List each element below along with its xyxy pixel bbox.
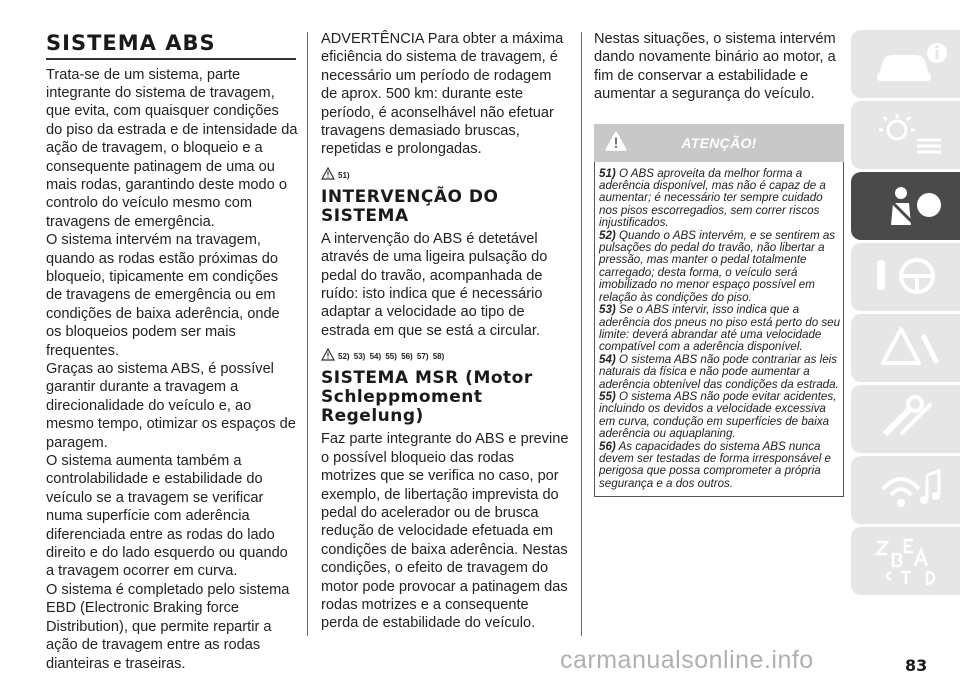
note-number: 54)	[599, 352, 616, 366]
body-paragraph: Trata-se de um sistema, parte integrante do sistema de travagem, que evita, com quaisquer condições do piso da estrada e de intensidade da ação de travagem, o bloqueio e a consequente patinagem de uma ou mais rodas, garantindo deste modo o controlo do veículo mesmo com travagens de emergência.	[46, 66, 298, 230]
key-steering-wheel-icon	[871, 252, 951, 302]
tab-car-info[interactable]	[851, 30, 960, 98]
alphabetical-index-icon	[871, 536, 951, 586]
attention-header	[594, 124, 844, 162]
attention-note	[599, 354, 841, 391]
watermark: carmanualsonline.info	[560, 646, 814, 674]
column-3	[594, 30, 844, 497]
section-title: SISTEMA ABS	[46, 31, 216, 55]
note-number: 51)	[599, 166, 616, 180]
note-number: 53)	[599, 303, 616, 317]
note-text: O ABS aproveita da melhor forma a aderência disponível, mas não é capaz de a aumentar; é necessário ter sempre cuidado nos pisos escorregadios, sem correr riscos injustificados.	[599, 166, 826, 230]
note-text: O sistema ABS não pode contrariar as leis naturais da física e não pode aumentar a aderência obtenível das condições da estrada.	[599, 352, 839, 391]
attention-title: ATENÇÃO!	[681, 134, 757, 151]
car-info-icon	[871, 39, 951, 89]
body-paragraph: A intervenção do ABS é detetável através de uma ligeira pulsação do pedal do travão, acompanhada de ruído: isto indica que é necessário adaptar a velocidade ao tipo de estrada em que se está a circular.	[321, 230, 548, 339]
warning-reference[interactable]	[321, 348, 569, 361]
tab-emergency[interactable]	[851, 314, 960, 382]
column-1	[46, 30, 298, 673]
attention-note	[599, 304, 841, 354]
note-text: Se o ABS intervir, isso indica que a aderência dos pneus no piso está perto do seu limite: deverá abrandar até uma velocidade compatível com a aderência disponível.	[599, 303, 841, 354]
body-paragraph: Graças ao sistema ABS, é possível garantir durante a travagem a direcionalidade do veículo e, ao mesmo tempo, otimizar os espaços de paragem.	[46, 361, 296, 451]
column-divider	[581, 32, 582, 636]
tab-dashboard-lights[interactable]	[851, 101, 960, 169]
attention-note	[599, 230, 841, 304]
body-paragraph: Nestas situações, o sistema intervém dando novamente binário ao motor, a fim de conservar a estabilidade e aumentar a segurança do veículo.	[594, 31, 836, 103]
warning-reference[interactable]	[321, 167, 569, 180]
column-divider	[307, 32, 308, 636]
body-paragraph: O sistema é completado pelo sistema EBD (Electronic Braking force Distribution), que permite repartir a ação de travagem entre as rodas dianteiras e traseiras.	[46, 581, 290, 672]
reference-numbers: 51)	[338, 170, 350, 180]
attention-note	[599, 168, 841, 230]
maintenance-tools-icon	[871, 394, 951, 444]
page-number: 83	[905, 656, 928, 675]
warning-triangle-icon	[321, 348, 335, 361]
warning-triangle-tools-icon	[871, 323, 951, 373]
tab-maintenance[interactable]	[851, 385, 960, 453]
body-paragraph: O sistema intervém na travagem, quando as rodas estão próximas do bloqueio, tipicamente em condições de travagens de emergência ou em condições de baixa aderência, onde os bloqueios podem ser mais frequentes.	[46, 232, 280, 359]
advertencia-paragraph: ADVERTÊNCIA Para obter a máxima eficiência do sistema de travagem, é necessário um período de rodagem de aprox. 500 km: durante este período, é aconselhável não efetuar travagens demasiado bruscas, repetidas e prolongadas.	[321, 31, 564, 158]
attention-box	[594, 162, 844, 498]
section-heading: SISTEMA MSR (Motor Schleppmoment Regelung)	[321, 368, 533, 427]
seatbelt-airbag-icon	[871, 181, 951, 231]
chapter-tabs	[851, 30, 960, 598]
note-text: O sistema ABS não pode evitar acidentes, incluindo os devidos a velocidade excessiva em curva, condução em superfícies de baixa aderência ou aquaplaning.	[599, 389, 837, 441]
body-paragraph: Faz parte integrante do ABS e previne o possível bloqueio das rodas motrizes que se verifica no caso, por exemplo, de libertação imprevista do pedal do acelerador ou de brusca redução de velocidade efetuada em condições de baixa aderência. Nestas condições, o efeito de travagem do motor pode provocar a patinagem das rodas motrizes e a consequente perda de estabilidade do veículo.	[321, 431, 569, 632]
tab-multimedia[interactable]	[851, 456, 960, 524]
note-number: 56)	[599, 439, 616, 453]
multimedia-icon	[871, 465, 951, 515]
note-number: 52)	[599, 228, 616, 242]
tab-safety[interactable]	[851, 172, 960, 240]
column-2	[321, 30, 569, 633]
warning-triangle-icon	[321, 167, 335, 180]
attention-note	[599, 391, 841, 441]
note-text: Quando o ABS intervém, e se sentirem as pulsações do pedal do travão, não libertar a pressão, mas manter o pedal totalmente carregado; desta forma, o veículo será imobilizado no menor espaço possível em relação às condições do piso.	[599, 228, 836, 304]
note-number: 55)	[599, 389, 616, 403]
title-underline	[46, 58, 296, 60]
dashboard-lights-icon	[871, 110, 951, 160]
tab-index[interactable]	[851, 527, 960, 595]
section-heading: INTERVENÇÃO DO SISTEMA	[321, 186, 499, 226]
body-paragraph: O sistema aumenta também a controlabilidade e estabilidade do veículo se a travagem se verificar numa superfície com aderência diferenciada entre as rodas do lado direito e do lado esquerdo ou quando a travagem ocorrer em curva.	[46, 453, 288, 580]
note-text: As capacidades do sistema ABS nunca devem ser testadas de forma irresponsável e perigosa que possa comprometer a própria segurança e a dos outros.	[599, 439, 831, 490]
reference-numbers: 52) 53) 54) 55) 56) 57) 58)	[338, 352, 445, 362]
attention-note	[599, 441, 841, 491]
tab-starting-driving[interactable]	[851, 243, 960, 311]
